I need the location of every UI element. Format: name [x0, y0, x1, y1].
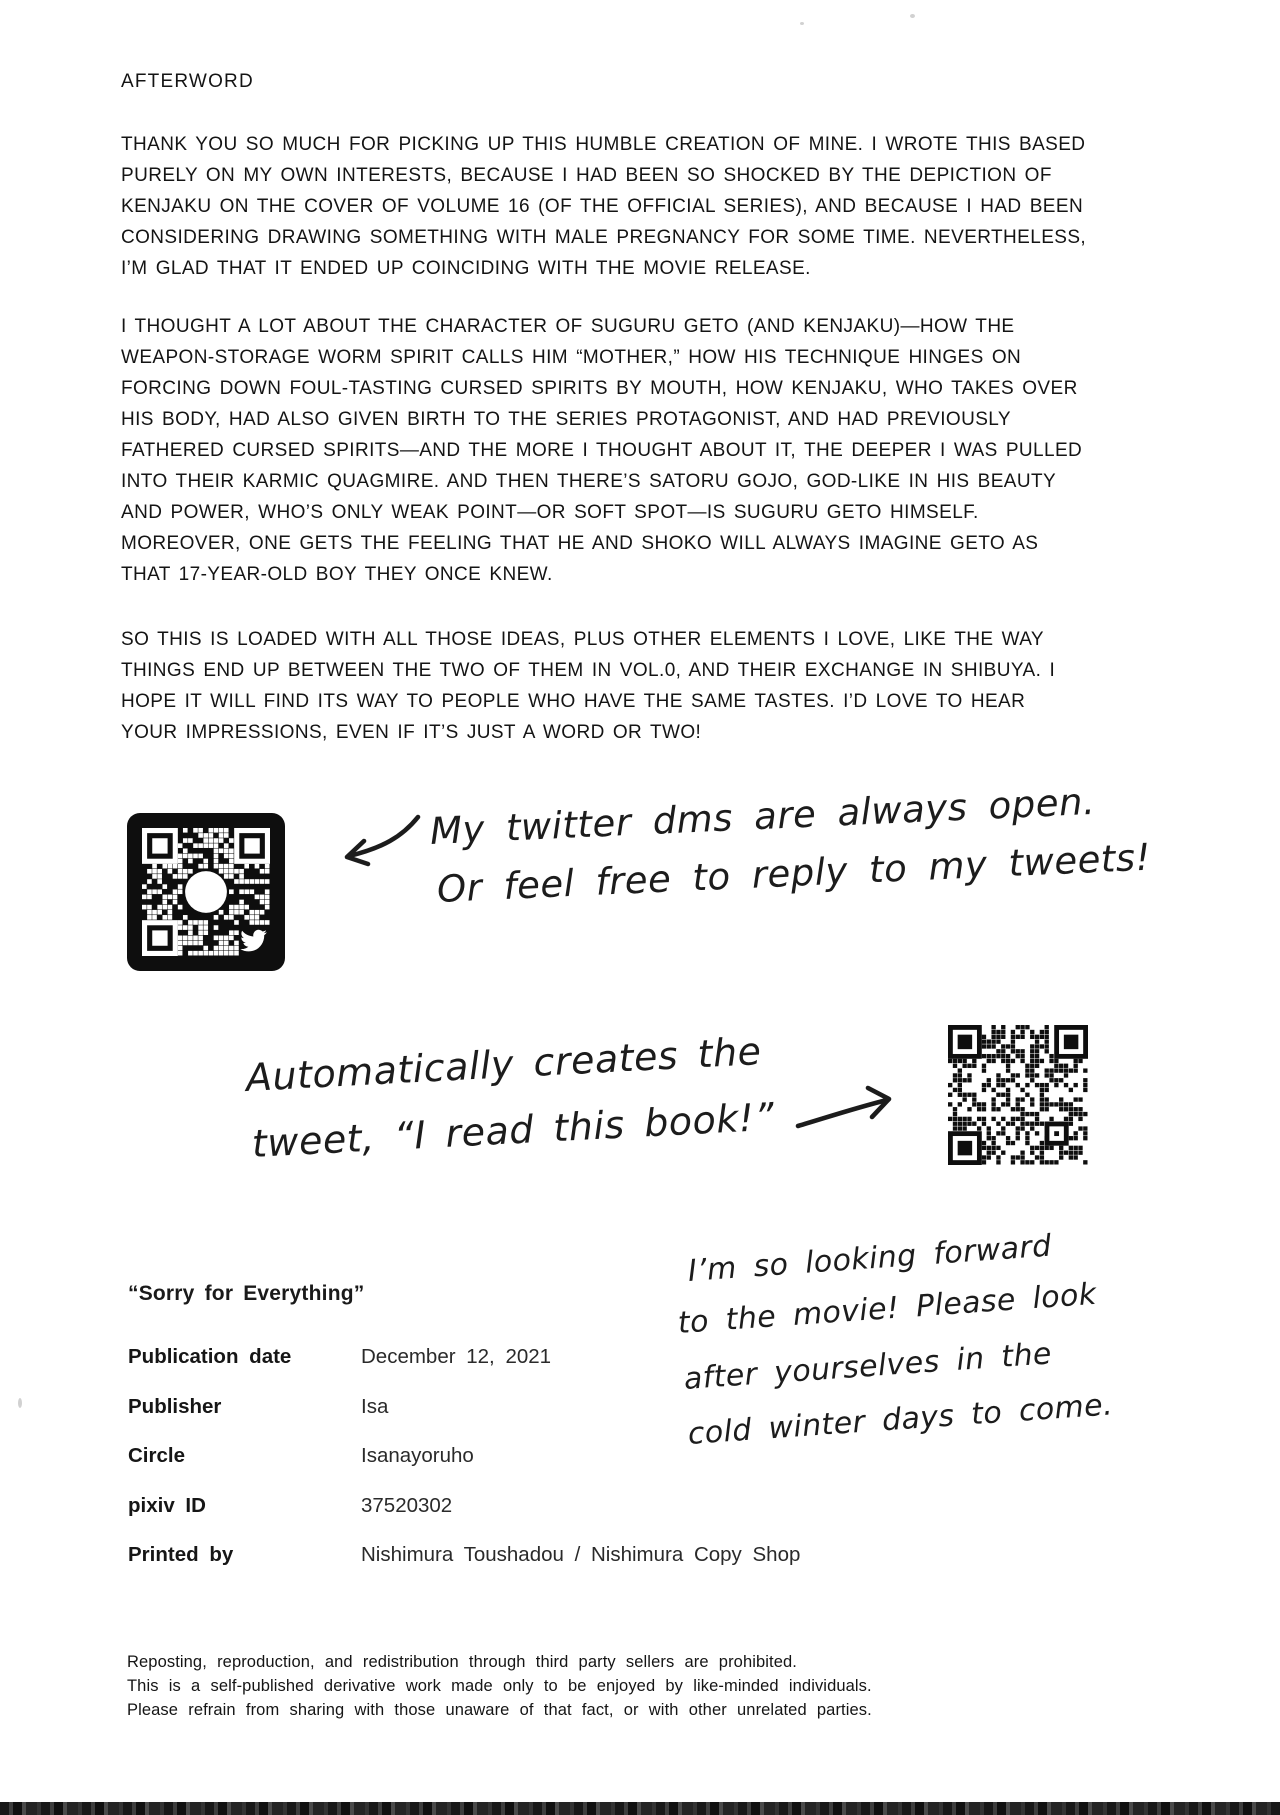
- book-title: “Sorry for Everything”: [128, 1282, 365, 1305]
- tweet-note-line-1: Automatically creates the: [244, 1029, 763, 1100]
- afterword-paragraph-1: THANK YOU SO MUCH FOR PICKING UP THIS HUMBLE CREATION OF MINE. I WROTE THIS BASED PURELY ON MY OWN INTERESTS, BECAUSE I HAD BEEN SO SHOCKED BY THE DEPICTION OF KENJAKU ON THE COVER OF VOLUME 16 (OF THE OFFICIAL SERIES), AND BECAUSE I HAD BEEN CONSIDERING DRAWING SOMETHING WITH MALE PREGNANCY FOR SOME TIME. NEVERTHELESS, I’M GLAD THAT IT ENDED UP COINCIDING WITH THE MOVIE RELEASE.: [121, 134, 1087, 279]
- page-edge-shadow: [0, 1802, 1280, 1815]
- disclaimer-text: Reposting, reproduction, and redistribution through third party sellers are prohibited. This is a self-published derivative work made only to be enjoyed by like-minded individuals. Please refrain from sharing with those unaware of that fact, or with other unrelated parties.: [127, 1653, 872, 1719]
- colophon-label: Printed by: [128, 1543, 234, 1566]
- afterword-paragraph-3: SO THIS IS LOADED WITH ALL THOSE IDEAS, PLUS OTHER ELEMENTS I LOVE, LIKE THE WAY THINGS END UP BETWEEN THE TWO OF THEM IN VOL.0, AND THEIR EXCHANGE IN SHIBUYA. I HOPE IT WILL FIND ITS WAY TO PEOPLE WHO HAVE THE SAME TASTES. I’D LOVE TO HEAR YOUR IMPRESSIONS, EVEN IF IT’S JUST A WORD OR TWO!: [121, 629, 1056, 743]
- tweet-note-line-2: tweet, “I read this book!”: [250, 1094, 776, 1166]
- closing-note-line-2: to the movie! Please look: [676, 1276, 1098, 1341]
- hand-arrow-left-icon: [336, 810, 424, 876]
- colophon-value: December 12, 2021: [361, 1345, 552, 1368]
- closing-note-line-1: I’m so looking forward: [686, 1228, 1053, 1289]
- colophon-label: Publisher: [128, 1394, 222, 1418]
- colophon-label: Publication date: [128, 1345, 292, 1368]
- scan-speck: [18, 1398, 22, 1408]
- closing-note-line-4: cold winter days to come.: [686, 1387, 1114, 1452]
- tweet-qr-icon: [943, 1020, 1093, 1170]
- colophon-value: Isanayoruho: [361, 1444, 474, 1467]
- colophon-label: pixiv ID: [128, 1493, 206, 1517]
- colophon-label: Circle: [128, 1444, 185, 1467]
- scan-speck: [910, 14, 915, 18]
- colophon-value: 37520302: [361, 1493, 453, 1517]
- twitter-qr-icon: [127, 813, 285, 971]
- twitter-profile-qr-code: [127, 813, 285, 971]
- twitter-note-line-1: My twitter dms are always open.: [429, 779, 1097, 853]
- hand-arrow-right-icon: [793, 1080, 901, 1140]
- afterword-paragraph-2: I THOUGHT A LOT ABOUT THE CHARACTER OF SUGURU GETO (AND KENJAKU)—HOW THE WEAPON-STORAGE WORM SPIRIT CALLS HIM “MOTHER,” HOW HIS TECHNIQUE HINGES ON FORCING DOWN FOUL-TASTING CURSED SPIRITS BY MOUTH, HOW KENJAKU, WHO TAKES OVER HIS BODY, HAD ALSO GIVEN BIRTH TO THE SERIES PROTAGONIST, AND HAD PREVIOUSLY FATHERED CURSED SPIRITS—AND THE MORE I THOUGHT ABOUT IT, THE DEEPER I WAS PULLED INTO THEIR KARMIC QUAGMIRE. AND THEN THERE’S SATORU GOJO, GOD-LIKE IN HIS BEAUTY AND POWER, WHO’S ONLY WEAK POINT—OR SOFT SPOT—IS SUGURU GETO HIMSELF. MOREOVER, ONE GETS THE FEELING THAT HE AND SHOKO WILL ALWAYS IMAGINE GETO AS THAT 17-YEAR-OLD BOY THEY ONCE KNEW.: [121, 316, 1083, 585]
- twitter-note-line-2: Or feel free to reply to my tweets!: [436, 835, 1152, 911]
- scan-speck: [800, 22, 804, 25]
- auto-tweet-qr-code: [943, 1020, 1093, 1170]
- page-title: AFTERWORD: [121, 71, 254, 92]
- colophon-value: Nishimura Toushadou / Nishimura Copy Shop: [361, 1543, 801, 1566]
- colophon-value: Isa: [361, 1394, 389, 1418]
- closing-note-line-3: after yourselves in the: [682, 1336, 1053, 1397]
